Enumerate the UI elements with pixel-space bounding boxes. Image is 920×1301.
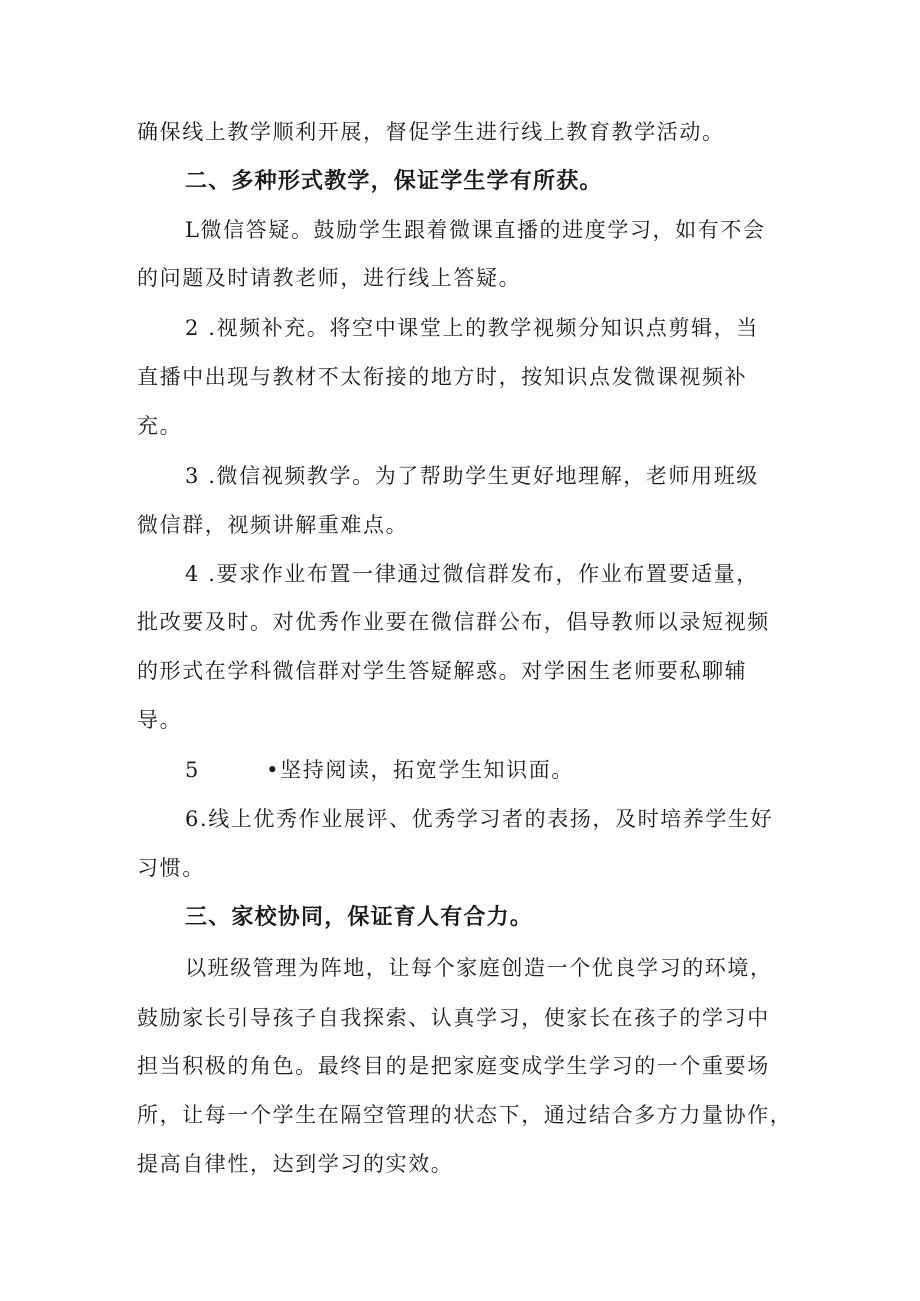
paragraph-line: 直播中出现与教材不太衔接的地方时，按知识点发微课视频补 [137,365,748,389]
section-heading-3: 三、家校协同，保证育人有合力。 [185,905,534,930]
paragraph-line: 充。 [137,414,183,438]
paragraph-line: 2 .视频补充。将空中课堂上的教学视频分知识点剪辑，当 [185,316,759,340]
paragraph-line: 3 .微信视频教学。为了帮助学生更好地理解，老师用班级 [185,464,759,488]
paragraph-line: 以班级管理为阵地，让每个家庭创造一个优良学习的环境， [185,956,773,980]
paragraph-line: 批改要及时。对优秀作业要在微信群公布，倡导教师以录短视频 [137,610,770,634]
paragraph-line: 导。 [137,708,183,732]
paragraph-line: 担当积极的角色。最终目的是把家庭变成学生学习的一个重要场 [137,1054,770,1078]
paragraph-line: 提高自律性，达到学习的实效。 [137,1152,454,1176]
paragraph-line: 所，让每一个学生在隔空管理的状态下，通过结合多方力量协作， [137,1103,793,1127]
paragraph-line: L微信答疑。鼓励学生跟着微课直播的进度学习，如有不会 [185,218,766,242]
paragraph-line: 微信群，视频讲解重难点。 [137,513,409,537]
paragraph-line: 鼓励家长引导孩子自我探索、认真学习，使家长在孩子的学习中 [137,1006,770,1030]
paragraph-line: 确保线上教学顺利开展，督促学生进行线上教育教学活动。 [137,120,725,144]
paragraph-line: 6.线上优秀作业展评、优秀学习者的表扬，及时培养学生好 [185,807,774,831]
paragraph-line: 的问题及时请教老师，进行线上答疑。 [137,266,522,290]
paragraph-line: 5 •坚持阅读，拓宽学生知识面。 [185,758,574,782]
section-heading-2: 二、多种形式教学，保证学生学有所获。 [185,169,603,194]
paragraph-line: 习惯。 [137,856,205,880]
paragraph-line: 4 .要求作业布置一律通过微信群发布，作业布置要适量， [185,562,759,586]
paragraph-line: 的形式在学科微信群对学生答疑解惑。对学困生老师要私聊辅 [137,659,748,683]
